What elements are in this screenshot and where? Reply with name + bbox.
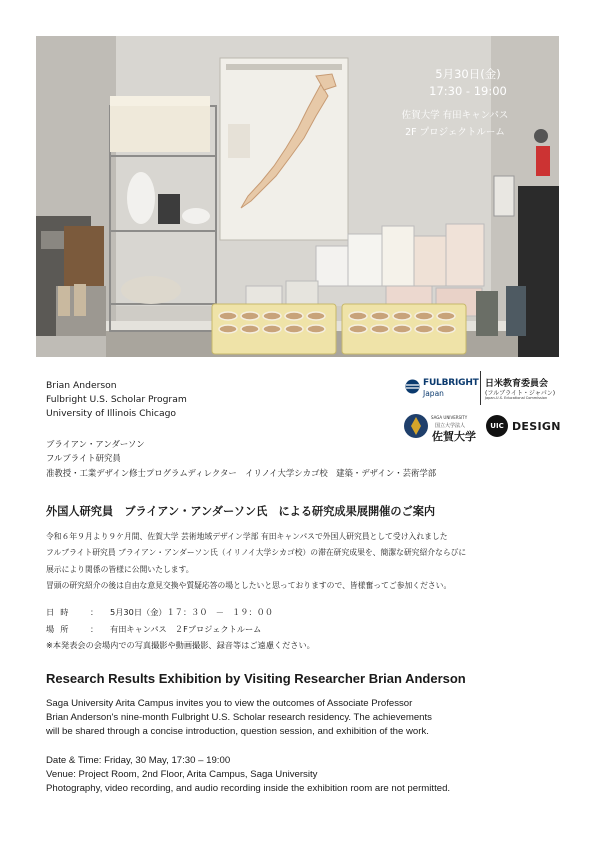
en-note: Photography, video recording, and audio recording inside the exhibition room are not permitted. xyxy=(46,783,451,795)
en-announcement-title: Research Results Exhibition by Visiting Researcher Brian Anderson xyxy=(46,671,466,686)
researcher-university-en: University of Illinois Chicago xyxy=(46,408,177,419)
en-body-line: will be shared through a concise introduction, question session, and exhibition of the work. xyxy=(46,726,429,738)
overlay-time: 17:30 - 19:00 xyxy=(429,84,507,98)
en-date-time: Date & Time: Friday, 30 May, 17:30 – 19:00 xyxy=(46,755,231,766)
jusec-logo-name: 日米教育委員会 xyxy=(485,379,549,389)
jp-schedule xyxy=(46,604,315,654)
overlay-date: 5月30日(金) xyxy=(435,67,501,81)
saga-university-emblem-icon xyxy=(403,413,429,439)
saga-logo-name: 佐賀大学 xyxy=(432,430,476,443)
saga-logo-sub: 国立大学法人 xyxy=(435,423,466,429)
researcher-position-jp: 准教授・工業デザイン修士プログラムディレクター イリノイ大学シカゴ校 建築・デザイン・芸術学部 xyxy=(46,467,437,478)
sponsor-logos xyxy=(400,367,560,487)
jusec-logo-sub: (フルブライト・ジャパン) xyxy=(485,390,556,397)
en-announcement-body xyxy=(46,697,432,740)
fulbright-logo-text: FULBRIGHT xyxy=(423,378,479,388)
researcher-info-jp xyxy=(46,437,436,480)
jp-note: ※本発表会の会場内での写真撮影や動画撮影、録音等はご遠慮ください。 xyxy=(46,640,315,650)
colon: ： xyxy=(90,623,99,634)
en-body-line: Saga University Arita Campus invites you to view the outcomes of Associate Professor xyxy=(46,698,413,709)
researcher-info-en xyxy=(46,379,187,421)
jp-venue-value: 有田キャンパス ２Fプロジェクトルーム xyxy=(110,623,262,634)
researcher-program-en: Fulbright U.S. Scholar Program xyxy=(46,394,187,405)
jusec-logo-en: Japan-U.S. Educational Commission xyxy=(485,396,548,400)
fulbright-globe-icon xyxy=(405,379,420,394)
jp-venue-row xyxy=(46,621,315,638)
researcher-role-jp: フルブライト研究員 xyxy=(46,453,121,464)
jp-date-row xyxy=(46,604,315,621)
colon: ： xyxy=(90,607,99,617)
uic-logo-mark: UIC xyxy=(486,415,508,437)
jp-venue-label: 場所 xyxy=(46,623,75,634)
jp-body-line: 冒頭の研究紹介の後は自由な意見交換や質疑応答の場としたいと思っておりますので、皆様奮ってご参加ください。 xyxy=(46,580,452,590)
jp-body-line: 展示により関係の皆様に公開いたします。 xyxy=(46,564,194,574)
jp-announcement-title: 外国人研究員 ブライアン・アンダーソン氏 による研究成果展開催のご案内 xyxy=(46,505,436,518)
jp-body-line: 令和６年９月より９ケ月間、佐賀大学 芸術地域デザイン学部 有田キャンパスで外国人研究員として受け入れました xyxy=(46,532,448,541)
saga-logo-en: SAGA UNIVERSITY xyxy=(431,415,468,420)
overlay-room: 2F プロジェクトルーム xyxy=(405,127,505,138)
uic-design-logo-text: DESIGN xyxy=(512,420,561,433)
overlay-venue: 佐賀大学 有田キャンパス xyxy=(401,110,509,121)
en-schedule xyxy=(46,754,450,797)
en-body-line: Brian Anderson's nine-month Fulbright U.S. Scholar research residency. The achievements xyxy=(46,712,432,724)
jp-body-line: フルブライト研究員 ブライアン・アンダーソン氏（イリノイ大学シカゴ校）の滞在研究成果を、簡潔な研究紹介ならびに xyxy=(46,548,467,558)
jp-date-label: 日時 xyxy=(46,607,75,617)
researcher-name-jp: ブライアン・アンダーソン xyxy=(46,439,145,449)
jp-date-value: 5月30日（金）１７：３０ － １９：００ xyxy=(110,607,274,617)
jp-announcement-body xyxy=(46,529,466,594)
en-venue: Venue: Project Room, 2nd Floor, Arita Campus, Saga University xyxy=(46,769,318,781)
logo-divider xyxy=(480,371,481,405)
researcher-name-en: Brian Anderson xyxy=(46,380,117,391)
fulbright-logo-sub: Japan xyxy=(423,389,444,398)
